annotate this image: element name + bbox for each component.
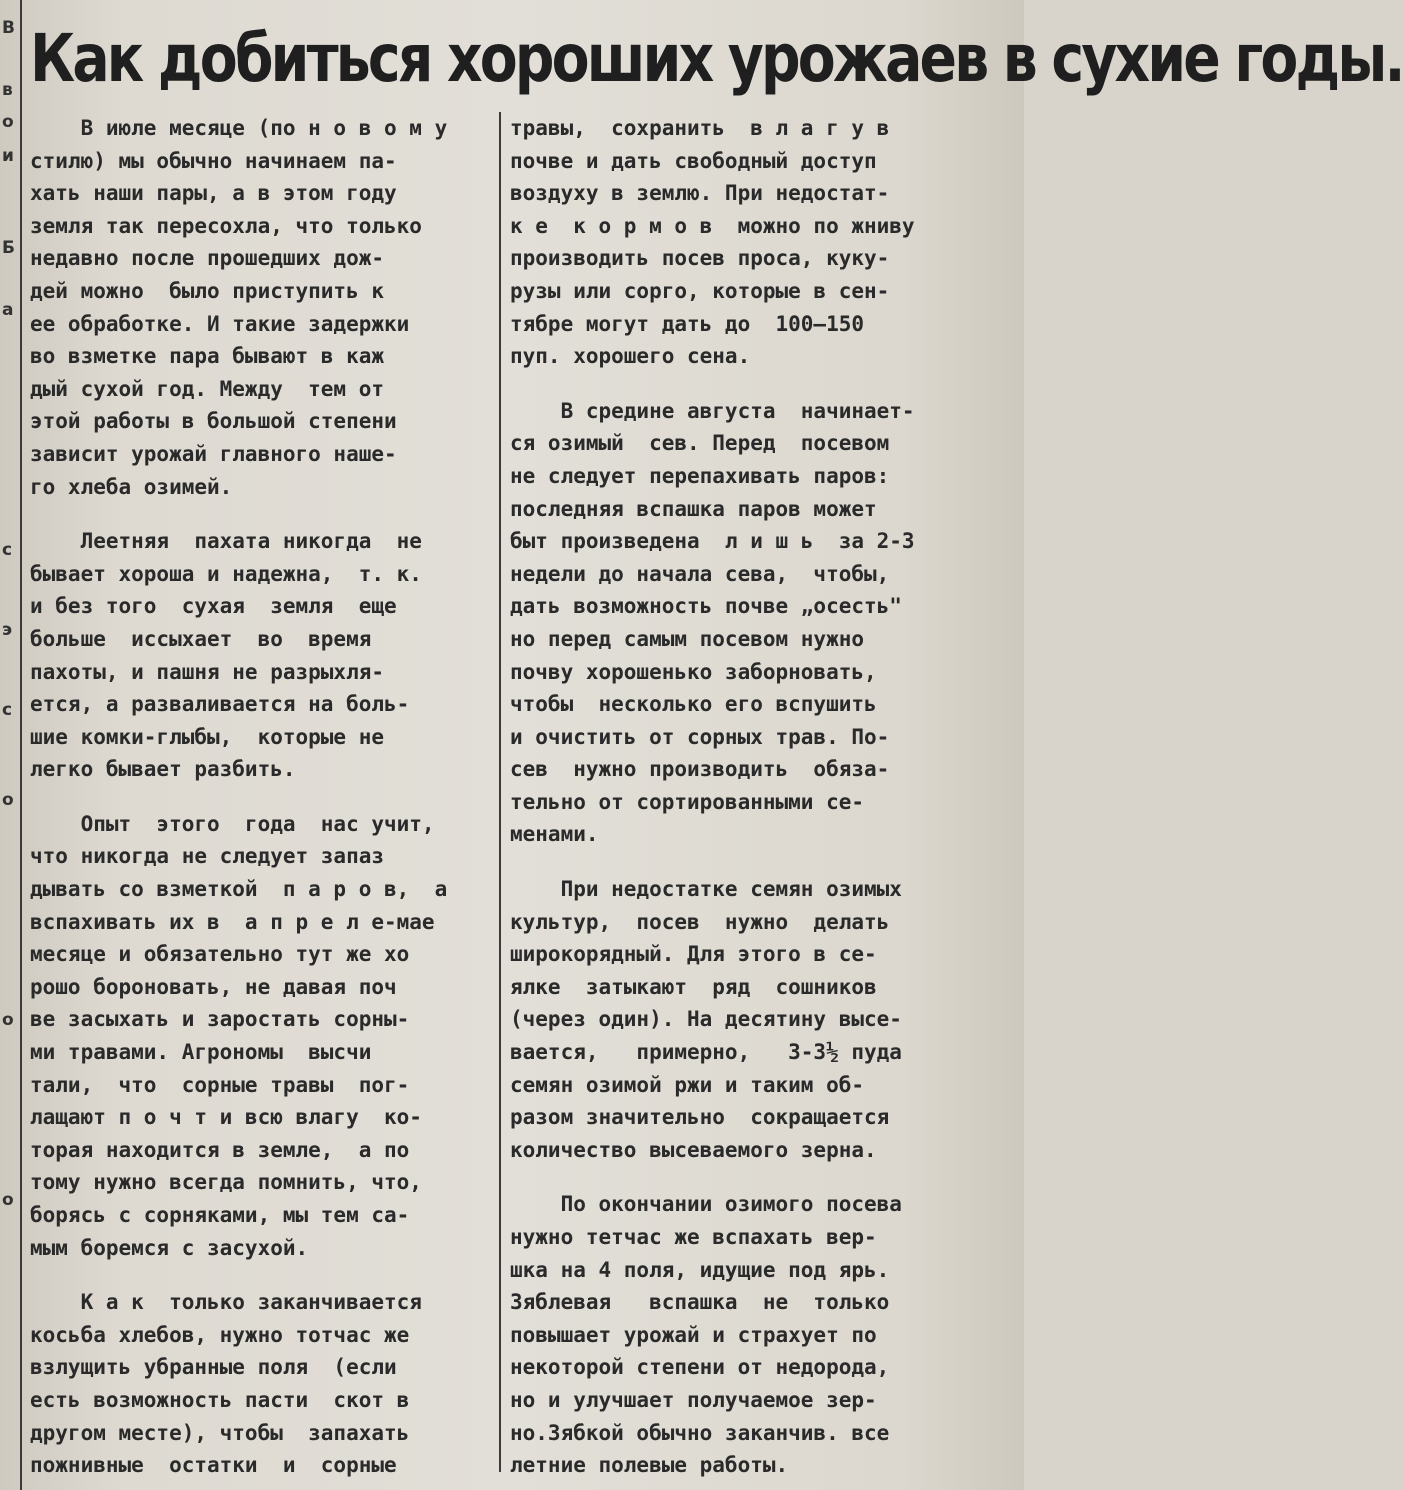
text-line: количество высеваемого зерна. xyxy=(510,1137,877,1162)
text-line: пожнивные остатки и сорные xyxy=(30,1453,397,1478)
text-line: но и улучшает получаемое зер- xyxy=(510,1387,877,1412)
right-paragraph xyxy=(510,1188,960,1481)
left-paragraph xyxy=(30,808,492,1264)
text-line: вается, примерно, 3-3½ пуда xyxy=(510,1040,902,1065)
margin-fragment: о xyxy=(2,790,14,810)
margin-fragment: Б xyxy=(2,238,15,258)
text-line: больше иссыхает во время xyxy=(30,626,372,651)
text-line: Зяблевая вспашка не только xyxy=(510,1290,890,1315)
text-line: Леетняя пахата никогда не xyxy=(30,529,422,554)
text-line: ми травами. Агрономы высчи xyxy=(30,1040,372,1065)
paragraph-gap xyxy=(510,851,960,873)
text-line: В средине августа начинает- xyxy=(510,398,915,423)
text-line: воздуху в землю. При недостат- xyxy=(510,181,890,206)
paragraph-gap xyxy=(30,786,492,808)
margin-fragment: с xyxy=(2,700,13,720)
text-line: дей можно было приступить к xyxy=(30,278,385,303)
text-line: ся озимый сев. Перед посевом xyxy=(510,431,890,456)
text-line: чтобы несколько его вспушить xyxy=(510,692,877,717)
article-column-left xyxy=(30,112,492,1482)
text-line: повышает урожай и страхует по xyxy=(510,1322,877,1347)
text-line: семян озимой ржи и таким об- xyxy=(510,1072,865,1097)
text-line: дый сухой год. Между тем от xyxy=(30,376,385,401)
margin-fragment: э xyxy=(2,620,13,640)
text-line: торая находится в земле, а по xyxy=(30,1137,410,1162)
text-line: что никогда не следует запаз xyxy=(30,844,385,869)
margin-fragment: о xyxy=(2,1190,14,1210)
text-line: месяце и обязательно тут же хо xyxy=(30,942,410,967)
paragraph-gap xyxy=(510,1166,960,1188)
text-line: разом значительно сокращается xyxy=(510,1105,890,1130)
paragraph-gap xyxy=(30,1264,492,1286)
text-line: нужно тетчас же вспахать вер- xyxy=(510,1225,877,1249)
text-line: ее обработке. И такие задержки xyxy=(30,311,410,336)
text-line: менами. xyxy=(510,822,599,847)
text-line: но.Зябкой обычно заканчив. все xyxy=(510,1420,890,1445)
text-line: бывает хороша и надежна, т. к. xyxy=(30,561,422,586)
text-line: не следует перепахивать паров: xyxy=(510,463,890,488)
text-line: тябре могут дать до 100—150 xyxy=(510,311,865,336)
text-line: тому нужно всегда помнить, что, xyxy=(30,1170,422,1195)
margin-fragment: и xyxy=(2,146,14,166)
text-line: мым боремся с засухой. xyxy=(30,1235,309,1260)
text-line: к е к о р м о в можно по жниву xyxy=(510,213,915,238)
adjacent-column-strip xyxy=(0,0,22,1490)
text-line: некоторой степени от недорода, xyxy=(510,1355,890,1380)
text-line: и очистить от сорных трав. По- xyxy=(510,724,890,749)
text-line: летние полевые работы. xyxy=(510,1453,789,1478)
text-line: косьба хлебов, нужно тотчас же xyxy=(30,1322,410,1347)
paragraph-gap xyxy=(30,503,492,525)
text-line: дывать со взметкой п а р о в, а xyxy=(30,877,448,902)
text-line: рошо бороновать, не давая поч xyxy=(30,974,397,999)
article-column-right xyxy=(510,112,960,1482)
text-line: стилю) мы обычно начинаем па- xyxy=(30,148,397,173)
margin-fragment: о xyxy=(2,1010,14,1030)
text-line: шие комки-глыбы, которые не xyxy=(30,724,385,749)
text-line: есть возможность пасти скот в xyxy=(30,1387,410,1412)
text-line: рузы или сорго, которые в сен- xyxy=(510,278,890,303)
text-line: борясь с сорняками, мы тем са- xyxy=(30,1203,410,1227)
text-line: производить посев проса, куку- xyxy=(510,246,890,271)
text-line: недели до начала сева, чтобы, xyxy=(510,561,890,586)
text-line: лащают п о ч т и всю влагу ко- xyxy=(30,1105,422,1130)
margin-fragment: с xyxy=(2,540,13,560)
margin-fragment: о xyxy=(2,112,14,132)
text-line: взлущить убранные поля (если xyxy=(30,1355,397,1380)
text-line: пуп. хорошего сена. xyxy=(510,344,751,369)
text-line: дать возможность почве „осесть" xyxy=(510,594,902,619)
text-line: последняя вспашка паров может xyxy=(510,496,877,521)
column-divider xyxy=(499,112,501,1472)
text-line: тали, что сорные травы пог- xyxy=(30,1072,410,1097)
left-paragraph xyxy=(30,1286,492,1482)
margin-fragment: В xyxy=(2,18,15,38)
text-line: культур, посев нужно делать xyxy=(510,909,890,934)
text-line: сев нужно производить обяза- xyxy=(510,757,890,782)
text-line: ется, а разваливается на боль- xyxy=(30,692,410,717)
text-line: вспахивать их в а п р е л е-мае xyxy=(30,909,435,934)
article-headline: Как добиться хороших урожаев в сухие годы. xyxy=(30,20,1403,97)
text-line: ялке затыкают ряд сошников xyxy=(510,974,877,999)
text-line: По окончании озимого посева xyxy=(510,1192,902,1217)
text-line: (через один). На десятину высе- xyxy=(510,1007,902,1032)
text-line: во взметке пара бывают в каж xyxy=(30,344,385,369)
text-line: земля так пересохла, что только xyxy=(30,213,422,238)
right-paragraph xyxy=(510,112,960,373)
right-paragraph xyxy=(510,395,960,851)
text-line: другом месте), чтобы запахать xyxy=(30,1420,410,1445)
text-line: го хлеба озимей. xyxy=(30,474,233,499)
text-line: тельно от сортированными се- xyxy=(510,789,865,814)
text-line: широкорядный. Для этого в се- xyxy=(510,942,877,967)
text-line: травы, сохранить в л а г у в xyxy=(510,116,890,140)
margin-fragment: а xyxy=(2,300,14,320)
text-line: почве и дать свободный доступ xyxy=(510,148,877,173)
text-line: При недостатке семян озимых xyxy=(510,877,902,902)
text-line: почву хорошенько заборновать, xyxy=(510,659,877,684)
text-line: пахоты, и пашня не разрыхля- xyxy=(30,659,385,684)
margin-fragment: в xyxy=(2,80,13,100)
text-line: шка на 4 поля, идущие под ярь. xyxy=(510,1257,890,1282)
right-paragraph xyxy=(510,873,960,1166)
text-line: В июле месяце (по н о в о м у xyxy=(30,116,448,140)
text-line: и без того сухая земля еще xyxy=(30,594,397,619)
text-line: ве засыхать и заростать сорны- xyxy=(30,1007,410,1032)
text-line: хать наши пары, а в этом году xyxy=(30,181,397,206)
text-line: но перед самым посевом нужно xyxy=(510,626,865,651)
text-line: зависит урожай главного наше- xyxy=(30,441,397,466)
paragraph-gap xyxy=(510,373,960,395)
left-paragraph xyxy=(30,525,492,786)
text-line: быт произведена л и ш ь за 2-3 xyxy=(510,529,915,554)
text-line: К а к только заканчивается xyxy=(30,1290,422,1315)
text-line: недавно после прошедших дож- xyxy=(30,246,385,271)
left-paragraph xyxy=(30,112,492,503)
text-line: этой работы в большой степени xyxy=(30,409,397,434)
text-line: легко бывает разбить. xyxy=(30,757,296,782)
text-line: Опыт этого года нас учит, xyxy=(30,811,435,836)
